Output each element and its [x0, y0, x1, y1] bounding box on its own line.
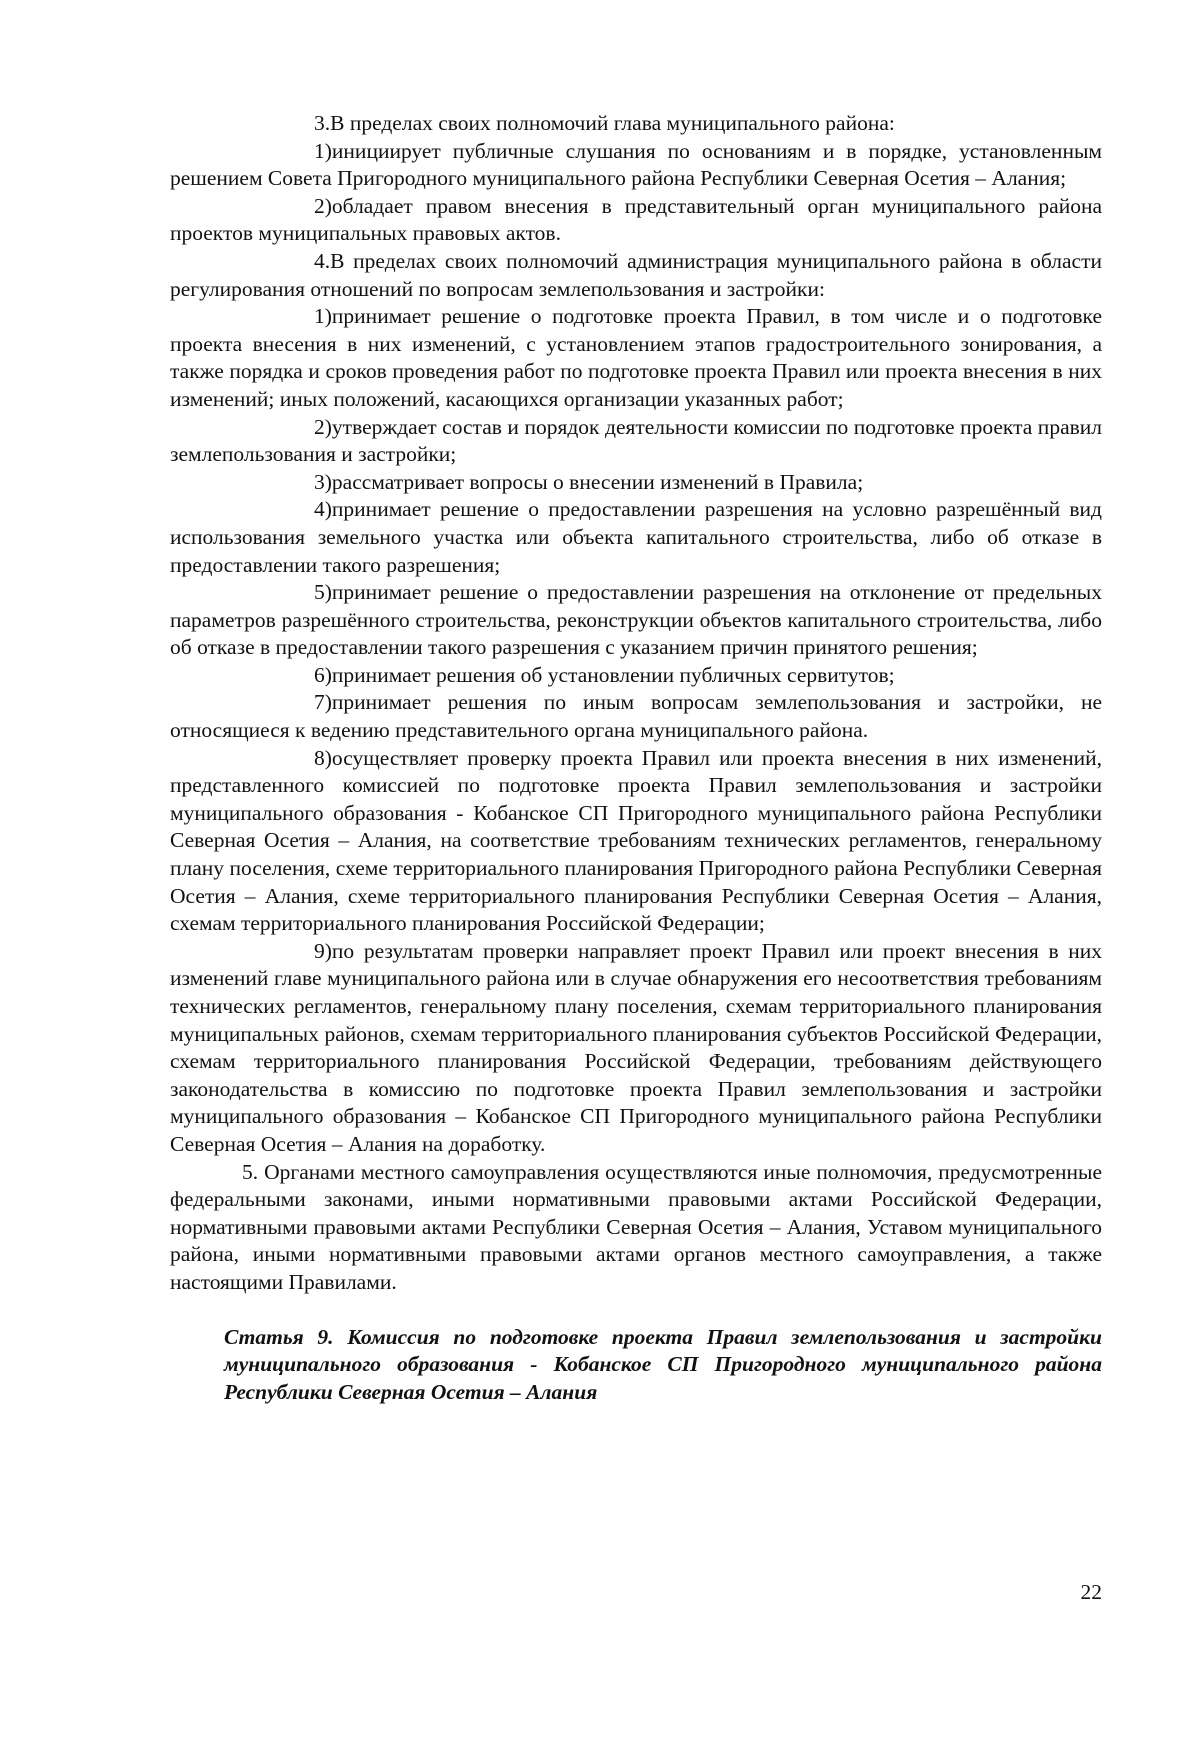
item-number: 4. [314, 248, 331, 273]
paragraph-4-8 [170, 745, 1102, 938]
paragraph-4-7 [170, 689, 1102, 744]
item-number: 5) [314, 580, 332, 605]
page-number: 22 [1080, 1580, 1102, 1604]
item-number: 3) [314, 469, 332, 494]
item-number: 4) [314, 497, 332, 522]
item-number: 2) [314, 193, 332, 218]
item-number: 9) [314, 938, 332, 963]
item-number: 5. [242, 1159, 259, 1184]
paragraph-4-2 [170, 414, 1102, 469]
item-number: 3. [314, 111, 331, 135]
item-text: принимает решение о предоставлении разрешения на условно разрешённый вид использования земельного участка или объекта капитального строительства, либо об отказе в предоставлении такого разрешения; [170, 497, 1102, 577]
item-number: 6) [314, 662, 332, 687]
paragraph-3 [170, 110, 1102, 138]
item-text: инициирует публичные слушания по основаниям и в порядке, установленным решением Совета Пригородного муниципального района Республики Северная Осетия – Алания; [170, 138, 1102, 191]
paragraph-4-6 [170, 662, 1102, 690]
paragraph-4 [170, 248, 1102, 303]
item-number: 8) [314, 745, 332, 770]
paragraph-4-1 [170, 303, 1102, 413]
item-text: рассматривает вопросы о внесении изменений в Правила; [331, 469, 864, 494]
paragraph-4-3 [170, 469, 1102, 497]
spacer [170, 1297, 1102, 1324]
item-number: 1) [314, 138, 332, 163]
item-text: обладает правом внесения в представительный орган муниципального района проектов муниципальных правовых актов. [170, 193, 1102, 246]
item-text: Органами местного самоуправления осуществляются иные полномочия, предусмотренные федеральными законами, иными нормативными правовыми актами Российской Федерации, нормативными правовыми актами Республики Северная Осетия – Алания, Уставом муниципального района, иными нормативными правовыми актами органов местного самоуправления, а также настоящими Правилами. [170, 1159, 1102, 1294]
item-text: осуществляет проверку проекта Правил или проекта внесения в них изменений, представленного комиссией по подготовке проекта Правил землепользования и застройки муниципального образования - Кобанское СП Пригородного муниципального района Республики Северная Осетия – Алания, на соответствие требованиям технических регламентов, генеральному плану поселения, схеме территориального планирования Пригородного района Республики Северная Осетия – Алания, схеме территориального планирования Республики Северная Осетия – Алания, схемам территориального планирования Российской Федерации; [170, 745, 1102, 936]
item-text: В пределах своих полномочий глава муниципального района: [330, 111, 895, 135]
item-number: 1) [314, 304, 332, 329]
item-number: 2) [314, 414, 332, 439]
item-number: 7) [314, 690, 332, 715]
item-text: принимает решение о подготовке проекта Правил, в том числе и о подготовке проекта внесения в них изменений, с установлением этапов градостроительного зонирования, а также порядка и сроков проведения работ по подготовке проекта Правил или проекта внесения в них изменений; иных положений, касающихся организации указанных работ; [170, 304, 1102, 411]
item-text: принимает решения по иным вопросам землепользования и застройки, не относящиеся к ведению представительного органа муниципального района. [170, 690, 1102, 743]
paragraph-3-1 [170, 138, 1102, 193]
item-text: по результатам проверки направляет проект Правил или проект внесения в них изменений главе муниципального района или в случае обнаружения его несоответствия требованиям технических регламентов, генеральному плану поселения, схемам территориального планирования муниципальных районов, схемам территориального планирования субъектов Российской Федерации, схемам территориального планирования Российской Федерации, требованиям действующего законодательства в комиссию по подготовке проекта Правил землепользования и застройки муниципального образования – Кобанское СП Пригородного муниципального района Республики Северная Осетия – Алания на доработку. [170, 938, 1102, 1156]
item-text: утверждает состав и порядок деятельности комиссии по подготовке проекта правил землепользования и застройки; [170, 414, 1102, 467]
paragraph-5 [170, 1159, 1102, 1297]
item-text: В пределах своих полномочий администрация муниципального района в области регулирования отношений по вопросам землепользования и застройки: [170, 248, 1102, 301]
item-text: принимает решения об установлении публичных сервитутов; [331, 662, 895, 687]
document-page [170, 110, 1102, 1406]
paragraph-4-9 [170, 938, 1102, 1159]
paragraph-4-5 [170, 579, 1102, 662]
paragraph-4-4 [170, 496, 1102, 579]
article-heading: Статья 9. Комиссия по подготовке проекта Правил землепользования и застройки муниципального образования - Кобанское СП Пригородного муниципального района Республики Северная Осетия – Алания [224, 1324, 1102, 1404]
paragraph-3-2 [170, 193, 1102, 248]
item-text: принимает решение о предоставлении разрешения на отклонение от предельных параметров разрешённого строительства, реконструкции объектов капитального строительства, либо об отказе в предоставлении такого разрешения с указанием причин принятого решения; [170, 580, 1102, 660]
